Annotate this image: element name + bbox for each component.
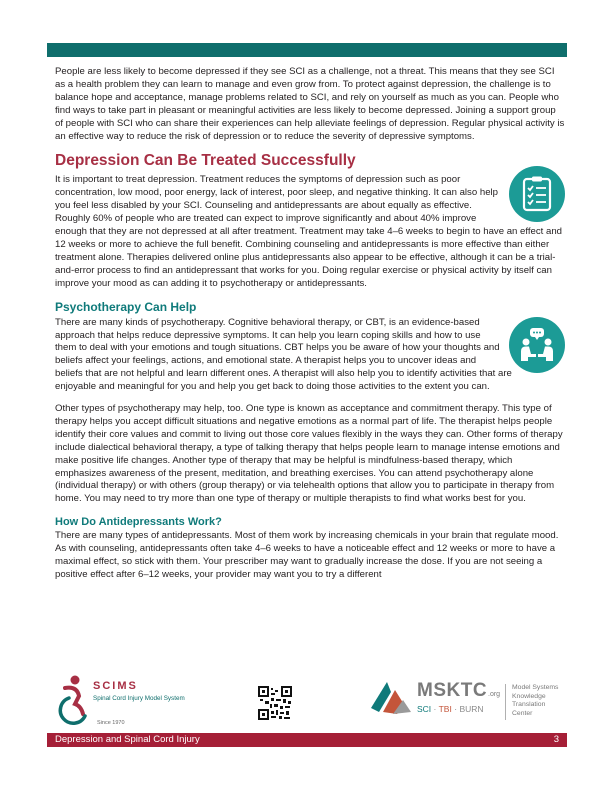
section-heading-antidepressants: How Do Antidepressants Work? (55, 516, 222, 529)
msktc-center-name (512, 684, 575, 718)
msktc-divider (505, 684, 506, 720)
msktc-center-line-3: Center (512, 709, 533, 717)
msktc-programs (417, 704, 484, 714)
section-heading-psychotherapy: Psychotherapy Can Help (55, 299, 197, 314)
qr-code-icon (258, 686, 292, 720)
msktc-sep-2: · (454, 704, 458, 714)
scims-logo (55, 674, 205, 730)
section-heading-treatment: Depression Can Be Treated Successfully (55, 152, 356, 170)
scims-since: Since 1970 (97, 720, 125, 726)
msktc-tbi: TBI (438, 704, 452, 714)
msktc-brand: MSKTC (417, 680, 488, 701)
header-band (47, 43, 567, 57)
scims-mark-icon (55, 674, 91, 728)
intro-paragraph: People are less likely to become depressed if they see SCI as a challenge, not a threat. This means that they see SCI as a health problem they can learn to manage and even grow from. To protect against depression, the challenge is to balance hope and acceptance, manage problems related to SCI, and rely on yourself as much as you can. People who find ways to take part in pleasant or meaningful activities are less likely to become depressed. Joining a support group of people with SCI who can share their experiences can help alleviate feelings of depression. Regular physical activity is an effective way to reduce the risk of depression or to reduce the severity of depressive symptoms. (55, 66, 565, 142)
footer-logos (47, 670, 567, 732)
antidepressants-paragraph: There are many types of antidepressants. Most of them work by increasing chemicals in your brain that regulate mood. As with counseling, antidepressants often take 4–6 weeks to have a noticeable effect and 12 weeks or more to have a maximal effect, so stick with them. Your prescriber may want to gradually increase the dose. If you are not seeing a positive effect after 6–12 weeks, your provider may want you to try a different (55, 530, 559, 580)
conversation-icon (509, 317, 565, 373)
psychotherapy-paragraph-1: There are many kinds of psychotherapy. Cognitive behavioral therapy, or CBT, is an evidence-based approach that helps reduce depressive symptoms. It can help you learn coping skills and how to use them to deal with your emotions and tough situations. CBT helps you be aware of how your thoughts and beliefs affect your feelings, actions, and emotional state. A therapist helps you to uncover ideas and beliefs that are not helpful and learn different ones. A therapist will also help you to identify activities that are enjoyable and meaningful for you and help you get back to doing those activities to the extent you can. (55, 316, 512, 393)
msktc-org: .org (488, 691, 501, 698)
article-body (55, 66, 565, 591)
msktc-sci: SCI (417, 704, 432, 714)
msktc-logo (365, 674, 575, 730)
msktc-center-line-2: Knowledge Translation (512, 692, 546, 708)
footer-bar (47, 733, 567, 747)
footer-title: Depression and Spinal Cord Injury (55, 734, 200, 745)
msktc-mark-icon (365, 678, 413, 718)
scims-name: SCIMS (93, 680, 138, 692)
psychotherapy-paragraph-2: Other types of psychotherapy may help, too. One type is known as acceptance and commitment therapy. This type of therapy helps you accept difficult situations and negative emotions as a normal part of life. The therapist helps people identify their core values and commit to living out those core values flexibly in the ways they can. Other forms of therapy include dialectical behavioral therapy, a type of talking therapy that helps people learn to manage intense emotions and make positive life changes. Another type of therapy that may be helpful is mindfulness-based therapy, which emphasizes awareness of the present, meditation, and breathing exercises. You can attend psychotherapy alone (individual therapy) or with others (group therapy) or via telehealth options that allow you to participate in therapy from home. You may need to try more than one type of therapy or multiple therapists to find what works best for you. (55, 403, 563, 505)
page-number: 3 (553, 734, 559, 745)
msktc-burn: BURN (459, 704, 484, 714)
msktc-sep-1: · (433, 704, 437, 714)
msktc-center-line-1: Model Systems (512, 684, 559, 691)
treatment-paragraph: It is important to treat depression. Treatment reduces the symptoms of depression such as poor concentration, low mood, poor energy, lack of interest, poor sleep, and negative thinking. It can also help you feel less disabled by your SCI. Counseling and antidepressants are about equally as effective. Roughly 60% of people who are treated can expect to improve significantly and about 40% improve enough that they are not depressed at all after treatment. Treatment may take 4–6 weeks to begin to have an effect and 12 weeks or more to achieve the full benefit. Combining counseling and antidepressants is more effective than either treatment alone. Therapies delivered online plus antidepressants also appear to be effective, although it can be a trial-and-error process to find an antidepressant that works for you. Doing regular exercise or physical activity by itself can improve your mood as can adding it to psychotherapy or antidepressants. (55, 174, 563, 289)
scims-tagline: Spinal Cord Injury Model System (93, 695, 185, 702)
